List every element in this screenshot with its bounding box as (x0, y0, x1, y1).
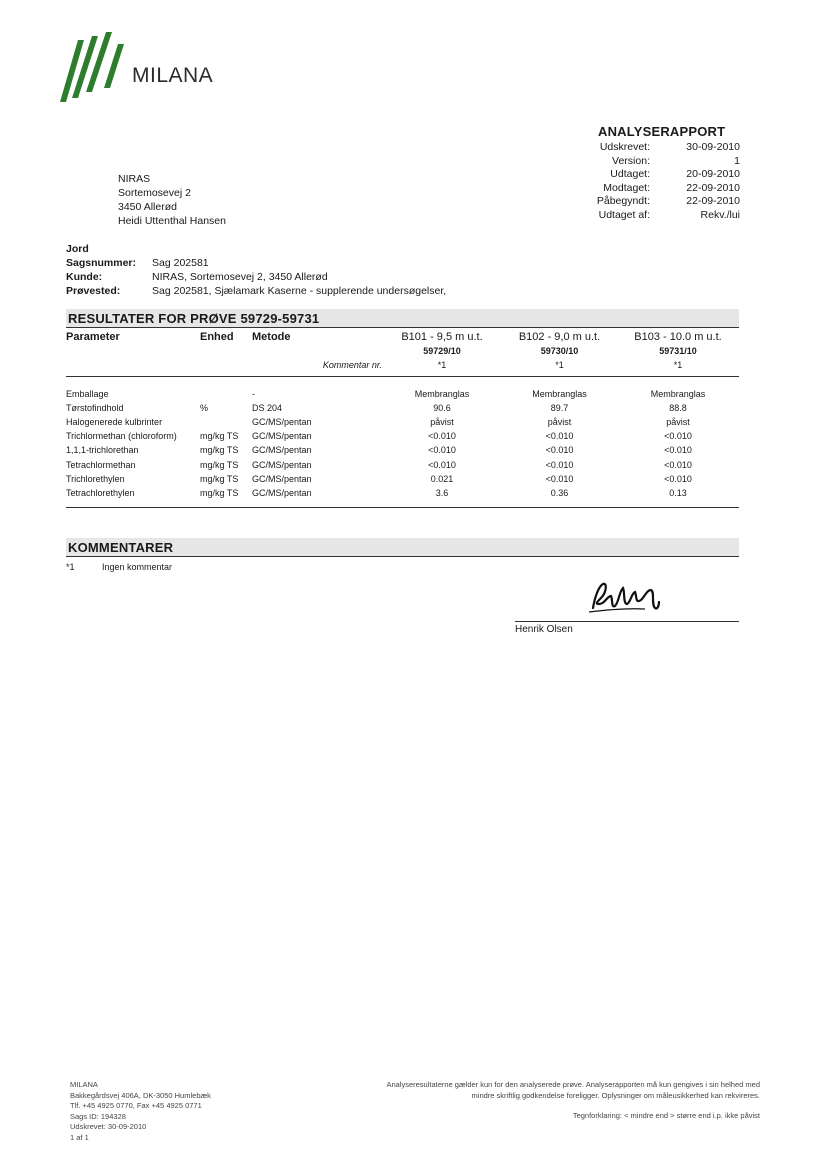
cell-unit: mg/kg TS (200, 459, 239, 470)
footer-legend: Tegnforklaring: < mindre end > større end i.p. ikke påvist (572, 1111, 760, 1120)
comment-ref-row (66, 358, 739, 372)
cell-method: GC/MS/pentan (252, 445, 312, 456)
meta-row (560, 209, 740, 223)
footer-line: Bakkegårdsvej 406A, DK-3050 Humlebæk (70, 1090, 211, 1100)
comments-section-header (66, 538, 739, 557)
table-row (66, 401, 739, 415)
cell-value: <0.010 (664, 473, 692, 484)
signature-icon (585, 578, 665, 620)
meta-value: 20-09-2010 (686, 168, 740, 180)
cell-value: <0.010 (664, 445, 692, 456)
info-label: Kunde: (66, 271, 103, 283)
meta-value: Rekv./lui (700, 208, 740, 221)
cell-method: GC/MS/pentan (252, 431, 312, 442)
header-unit: Enhed (200, 331, 234, 344)
info-row (66, 256, 446, 270)
results-table (66, 330, 739, 500)
cell-value: 0.021 (430, 473, 454, 484)
cell-value: <0.010 (428, 445, 456, 456)
cell-value: <0.010 (545, 473, 574, 484)
footer-line: Udskrevet: 30-09-2010 (70, 1122, 147, 1131)
cell-value: 0.36 (550, 487, 569, 498)
cell-method: GC/MS/pentan (252, 417, 312, 428)
footer-right (300, 1080, 760, 1122)
report-title: ANALYSERAPPORT (598, 124, 726, 139)
sample-id: 59731/10 (659, 346, 697, 357)
report-meta (560, 141, 740, 222)
cell-value: <0.010 (545, 459, 574, 470)
meta-value: 30-09-2010 (686, 141, 740, 153)
cell-parameter: Tetrachlormethan (66, 459, 136, 470)
cell-parameter: Tørstofindhold (66, 402, 124, 413)
results-section-header (66, 309, 739, 328)
info-row (66, 284, 446, 298)
sample-comment-ref: *1 (555, 360, 564, 371)
recipient-company: NIRAS (118, 173, 151, 185)
cell-value: <0.010 (664, 431, 692, 442)
cell-value: 0.13 (669, 487, 687, 498)
recipient-street: Sortemosevej 2 (118, 187, 191, 199)
cell-parameter: Tetrachlorethylen (66, 487, 135, 498)
cell-method: - (252, 388, 255, 399)
meta-row (560, 155, 740, 169)
footer-line: MILANA (70, 1080, 98, 1089)
cell-unit (200, 387, 252, 401)
meta-label: Modtaget: (603, 181, 650, 194)
table-row (66, 458, 739, 472)
cell-unit: mg/kg TS (200, 431, 239, 442)
cell-value: <0.010 (545, 431, 574, 442)
info-value: Sag 202581 (152, 257, 209, 269)
comment-ref-label: Kommentar nr. (322, 360, 382, 371)
cell-parameter: Halogenerede kulbrinter (66, 417, 163, 428)
cell-parameter: Emballage (66, 388, 109, 399)
cell-parameter: 1,1,1-trichlorethan (66, 445, 139, 456)
table-row (66, 415, 739, 429)
sample-info (66, 242, 446, 298)
cell-unit: mg/kg TS (200, 445, 239, 456)
cell-value: påvist (666, 417, 690, 428)
cell-value: påvist (430, 417, 454, 428)
info-label: Sagsnummer: (66, 257, 137, 269)
footer-left (70, 1080, 211, 1143)
cell-value: <0.010 (428, 431, 456, 442)
meta-row (560, 182, 740, 196)
cell-value: 88.8 (669, 402, 687, 413)
table-header-row (66, 330, 739, 344)
sample-comment-ref: *1 (437, 360, 447, 371)
footer-line: Tlf. +45 4925 0770, Fax +45 4925 0771 (70, 1101, 202, 1110)
meta-row (560, 141, 740, 155)
meta-value: 22-09-2010 (686, 195, 740, 207)
meta-row (560, 195, 740, 209)
cell-unit: % (200, 402, 209, 413)
info-value: Sag 202581, Sjælamark Kaserne - supplerende undersøgelser, (152, 285, 447, 297)
sample-name: B103 - 10.0 m u.t. (634, 331, 722, 344)
meta-label: Udtaget: (610, 168, 650, 180)
milana-logo-icon (58, 30, 132, 106)
sample-id-row (66, 344, 739, 358)
sample-name: B101 - 9,5 m u.t. (401, 331, 483, 344)
comment-item (66, 562, 172, 572)
cell-unit (200, 415, 252, 429)
info-label: Prøvested: (66, 285, 121, 297)
sample-id: 59729/10 (423, 346, 461, 357)
table-row (66, 429, 739, 443)
footer-disclaimer: mindre skriftlig godkendelse foreligger. Oplysninger om måleusikkerhed kan rekvireres. (471, 1090, 760, 1100)
footer-disclaimer: Analyseresultaterne gælder kun for den analyserede prøve. Analyserapporten må kun gengives i sin helhed med (386, 1080, 760, 1089)
sample-comment-ref: *1 (673, 360, 683, 371)
info-row (66, 270, 446, 284)
table-bottom-rule (66, 507, 739, 508)
cell-method: DS 204 (252, 402, 283, 413)
header-parameter: Parameter (66, 331, 120, 344)
cell-method: GC/MS/pentan (252, 487, 312, 498)
cell-value: 90.6 (433, 402, 451, 413)
comment-text: Ingen kommentar (102, 562, 173, 572)
results-section-title: RESULTATER FOR PRØVE 59729-59731 (68, 311, 320, 326)
footer-line: Sags ID: 194328 (70, 1111, 126, 1121)
cell-value: 89.7 (550, 402, 569, 413)
sample-name: B102 - 9,0 m u.t. (518, 331, 601, 344)
cell-value: Membranglas (414, 388, 470, 399)
table-row (66, 486, 739, 500)
table-divider (66, 376, 739, 377)
recipient-city: 3450 Allerød (118, 201, 177, 213)
recipient-contact: Heidi Uttenthal Hansen (118, 215, 226, 227)
table-row (66, 472, 739, 486)
comment-number: *1 (66, 562, 75, 572)
brand-name: MILANA (132, 64, 214, 87)
cell-value: påvist (547, 417, 572, 428)
cell-value: <0.010 (664, 459, 692, 470)
matrix-label: Jord (66, 243, 89, 255)
table-row (66, 387, 739, 401)
meta-label: Påbegyndt: (596, 195, 650, 207)
cell-method: GC/MS/pentan (252, 459, 312, 470)
meta-label: Version: (612, 154, 650, 167)
meta-value: 22-09-2010 (686, 181, 740, 194)
cell-value: <0.010 (545, 445, 574, 456)
comments-section-title: KOMMENTARER (68, 540, 174, 555)
sample-id: 59730/10 (540, 346, 579, 357)
signature-line (515, 621, 739, 622)
footer-line: 1 af 1 (70, 1132, 89, 1142)
cell-value: <0.010 (428, 459, 456, 470)
meta-label: Udskrevet: (599, 141, 650, 153)
signer-name: Henrik Olsen (515, 624, 573, 635)
header-method: Metode (252, 331, 291, 344)
cell-value: Membranglas (650, 388, 706, 399)
meta-label: Udtaget af: (598, 208, 650, 221)
cell-unit: mg/kg TS (200, 473, 239, 484)
recipient-address (118, 172, 226, 228)
cell-method: GC/MS/pentan (252, 473, 312, 484)
meta-value: 1 (734, 154, 740, 167)
cell-value: 3.6 (435, 487, 449, 498)
cell-parameter: Trichlorethylen (66, 473, 125, 484)
cell-value: Membranglas (532, 388, 587, 399)
cell-parameter: Trichlormethan (chloroform) (66, 431, 177, 442)
info-value: NIRAS, Sortemosevej 2, 3450 Allerød (152, 271, 328, 283)
table-row (66, 443, 739, 457)
meta-row (560, 168, 740, 182)
cell-unit: mg/kg TS (200, 487, 239, 498)
